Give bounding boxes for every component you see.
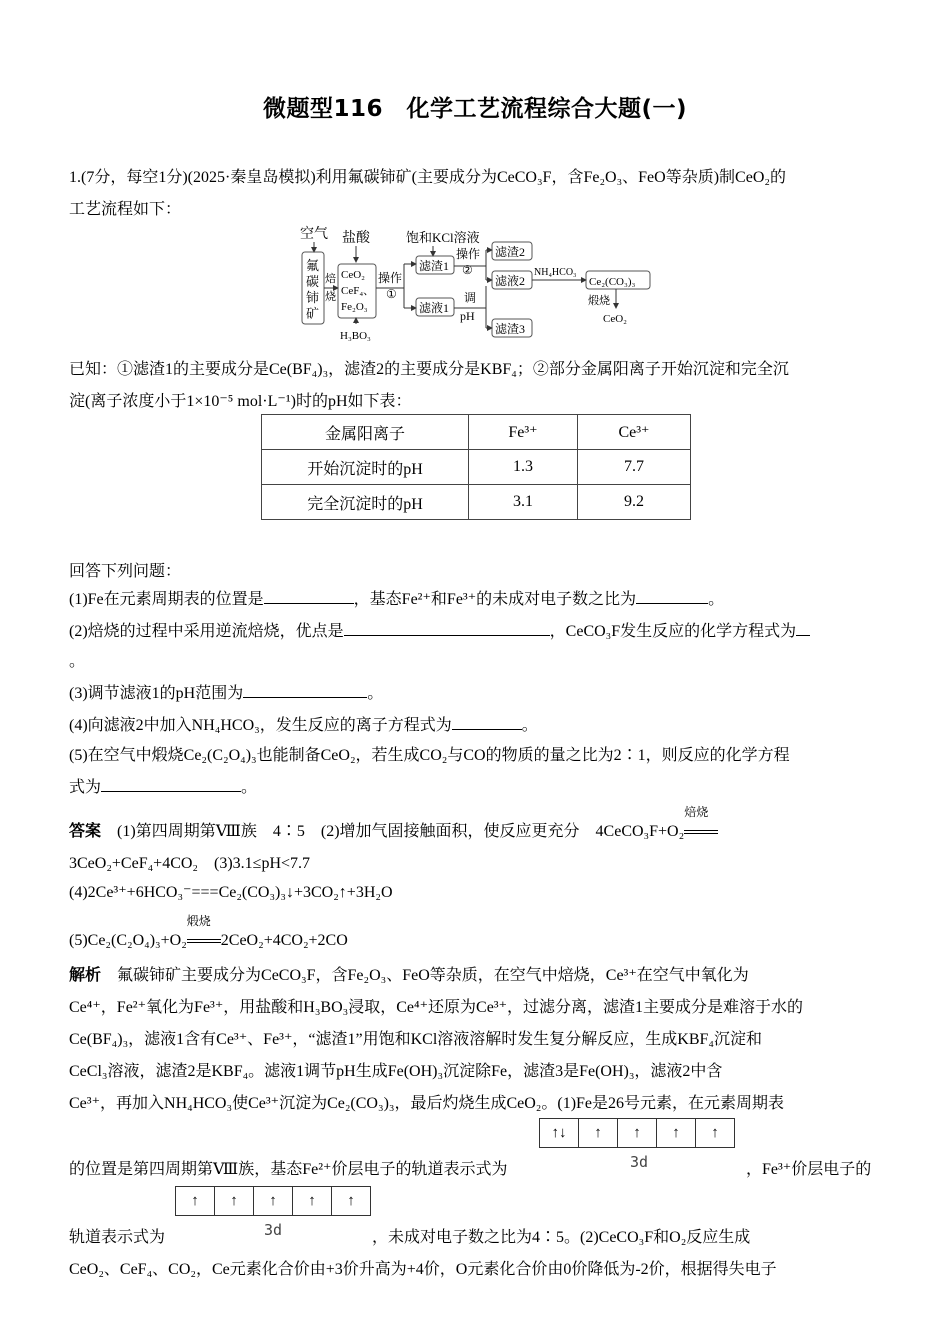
analysis-line-8: CeO₂、CeF₄、CO₂，Ce元素化合价由+3价升高为+4价，O元素化合价由0价降低为-2价，根据得失电子 xyxy=(69,1261,777,1278)
questions-intro: 回答下列问题： xyxy=(69,563,182,580)
q4-text-a: (4)向滤液2中加入NH₄HCO₃，发生反应的离子方程式为 xyxy=(69,717,452,734)
orbital-box: ↑ xyxy=(331,1186,371,1216)
q5-text-c: 。 xyxy=(241,779,258,796)
reaction-condition xyxy=(186,914,221,950)
reaction-condition xyxy=(684,805,718,841)
flow-kcl-label: 饱和KCl溶液 xyxy=(406,230,480,245)
page-title: 微题型116 化学工艺流程综合大题(一) xyxy=(262,96,688,122)
precipitation-ph-table xyxy=(261,414,691,520)
analysis-label: 解析 xyxy=(69,967,102,984)
q3-text-a: (3)调节滤液1的pH范围为 xyxy=(69,685,244,702)
analysis-line-1 xyxy=(69,962,749,985)
flow-adjust-ph-line-1: 调 xyxy=(464,291,477,305)
flow-residue3: 滤渣3 xyxy=(495,322,526,336)
question-part-5: (5)在空气中煅烧Ce₂(C₂O₄)₃也能制备CeO₂，若生成CO₂与CO的物质的量之比为2∶1，则反应的化学方程 xyxy=(69,747,790,764)
fe3-orbital-diagram xyxy=(176,1186,371,1216)
table-cell: 1.3 xyxy=(469,450,578,485)
orbital-box: ↑ xyxy=(175,1186,215,1216)
flow-residue1: 滤渣1 xyxy=(419,259,450,273)
table-cell: 开始沉淀时的pH xyxy=(262,450,469,485)
orbital-box: ↑ xyxy=(617,1118,657,1148)
flow-solid-line-2: CeF₄、 xyxy=(341,285,375,297)
question-part-3 xyxy=(69,680,383,703)
table-row xyxy=(262,485,691,520)
answer-blank[interactable] xyxy=(636,587,708,604)
orbital-label: 3d xyxy=(264,1221,283,1239)
table-cell: 完全沉淀时的pH xyxy=(262,485,469,520)
q2-text-a: (2)焙烧的过程中采用逆流焙烧，优点是 xyxy=(69,623,344,640)
analysis-line-3: Ce(BF₄)₃，滤液1含有Ce³⁺、Fe³⁺，“滤渣1”用饱和KCl溶液溶解时发生复分解反应，生成KBF₄沉淀和 xyxy=(69,1031,762,1048)
answer-text-4b: 2CeO₂+4CO₂+2CO xyxy=(220,932,348,949)
answer-blank[interactable] xyxy=(344,619,550,636)
table-cell: 7.7 xyxy=(578,450,691,485)
flow-air-label: 空气 xyxy=(300,227,328,242)
answer-line-3: (4)2Ce³⁺+6HCO₃⁻===Ce₂(CO₃)₃↓+3CO₂↑+3H₂O xyxy=(69,884,393,901)
question-part-1 xyxy=(69,586,724,609)
orbital-box: ↑ xyxy=(578,1118,618,1148)
analysis-line-2: Ce⁴⁺，Fe²⁺氧化为Fe³⁺，用盐酸和H₃BO₃浸取，Ce⁴⁺还原为Ce³⁺，过滤分离，滤渣1主要成分是难溶于水的 xyxy=(69,999,804,1016)
question-1-line1: 1.(7分，每空1分)(2025·秦皇岛模拟)利用氟碳铈矿(主要成分为CeCO₃F，含Fe₂O₃、FeO等杂质)制CeO₂的 xyxy=(69,169,786,186)
question-1-line2: 工艺流程如下： xyxy=(69,201,182,218)
answer-blank[interactable] xyxy=(264,587,354,604)
flow-op1-line-1: 操作 xyxy=(378,271,403,285)
flow-solid-line-3: Fe₂O₃ xyxy=(341,301,368,313)
table-cell: 3.1 xyxy=(469,485,578,520)
answer-label: 答案 xyxy=(69,823,102,840)
equals-bar xyxy=(187,939,221,943)
table-header: Ce³⁺ xyxy=(578,415,691,450)
analysis-line-6a: 的位置是第四周期第Ⅷ族，基态Fe²⁺价层电子的轨道表示式为 xyxy=(69,1161,508,1178)
analysis-text: 氟碳铈矿主要成分为CeCO₃F，含Fe₂O₃、FeO等杂质，在空气中焙烧，Ce³⁺在空气中氧化为 xyxy=(117,967,749,984)
flow-ce2co33: Ce₂(CO₃)₃ xyxy=(589,276,636,288)
flow-residue2: 滤渣2 xyxy=(495,245,526,259)
q1-text-c: 。 xyxy=(708,591,725,608)
flow-roast-char-1: 焙 xyxy=(325,273,336,285)
equals-bar xyxy=(684,830,718,834)
known-line1: 已知：①滤渣1的主要成分是Ce(BF₄)₃，滤渣2的主要成分是KBF₄；②部分金属阳离子开始沉淀和完全沉 xyxy=(69,361,789,378)
answer-blank[interactable] xyxy=(243,681,367,698)
flow-ore-char-2: 碳 xyxy=(306,274,320,289)
analysis-line-4: CeCl₃溶液，滤渣2是KBF₄。滤液1调节pH生成Fe(OH)₃沉淀除Fe，滤渣3是Fe(OH)₃，滤液2中含 xyxy=(69,1063,723,1080)
analysis-line-6b: ，Fe³⁺价层电子的 xyxy=(746,1161,872,1178)
q4-text-b: 。 xyxy=(521,717,538,734)
question-part-2-end: 。 xyxy=(69,653,86,670)
orbital-box: ↑ xyxy=(695,1118,735,1148)
answer-text-4a: (5)Ce₂(C₂O₄)₃+O₂ xyxy=(69,932,187,949)
process-flow-diagram xyxy=(298,224,658,348)
analysis-line-7b: ，未成对电子数之比为4∶5。(2)CeCO₃F和O₂反应生成 xyxy=(372,1229,751,1246)
table-header: 金属阳离子 xyxy=(262,415,469,450)
flow-roast-char-2: 烧 xyxy=(325,291,336,303)
known-line2: 淀(离子浓度小于1×10⁻⁵ mol·L⁻¹)时的pH如下表： xyxy=(69,393,412,410)
flow-hcl-label: 盐酸 xyxy=(342,231,370,246)
q1-text-a: (1)Fe在元素周期表的位置是 xyxy=(69,591,264,608)
q3-text-b: 。 xyxy=(367,685,384,702)
question-part-2 xyxy=(69,618,810,641)
q5-text-b: 式为 xyxy=(69,779,102,796)
answer-blank[interactable] xyxy=(796,619,810,636)
fe2-orbital-diagram xyxy=(540,1118,735,1148)
flow-ceo2-product: CeO₂ xyxy=(603,313,627,325)
answer-line-1 xyxy=(69,805,718,841)
q1-text-b: ，基态Fe²⁺和Fe³⁺的未成对电子数之比为 xyxy=(353,591,637,608)
answer-text-1: (1)第四周期第Ⅷ族 4∶5 (2)增加气固接触面积，使反应更充分 4CeCO₃F+O₂ xyxy=(117,823,685,840)
flow-op1-line-2: ① xyxy=(386,287,397,301)
flow-op2-line-1: 操作 xyxy=(456,247,481,261)
flow-adjust-ph-line-2: pH xyxy=(460,309,475,323)
answer-blank[interactable] xyxy=(452,713,522,730)
orbital-box: ↑↓ xyxy=(539,1118,579,1148)
flow-h3bo3-label: H₃BO₃ xyxy=(340,330,371,342)
flow-ore-char-4: 矿 xyxy=(306,306,320,321)
answer-blank[interactable] xyxy=(101,775,241,792)
orbital-box: ↑ xyxy=(656,1118,696,1148)
flow-ore-char-3: 铈 xyxy=(306,290,320,305)
answer-line-2: 3CeO₂+CeF₄+4CO₂ (3)3.1≤pH<7.7 xyxy=(69,855,311,872)
orbital-box: ↑ xyxy=(214,1186,254,1216)
orbital-box: ↑ xyxy=(253,1186,293,1216)
condition-text: 煅烧 xyxy=(186,914,211,928)
table-header-row xyxy=(262,415,691,450)
flow-op2-line-2: ② xyxy=(462,263,473,277)
question-part-5-end xyxy=(69,774,257,797)
answer-line-4 xyxy=(69,914,348,950)
table-header: Fe³⁺ xyxy=(469,415,578,450)
flow-solid-line-1: CeO₂ xyxy=(341,269,365,281)
table-cell: 9.2 xyxy=(578,485,691,520)
flow-filtrate2: 滤液2 xyxy=(495,274,526,288)
flow-ore-char-1: 氟 xyxy=(306,258,320,273)
flow-calcine-label: 煅烧 xyxy=(588,295,610,307)
table-row xyxy=(262,450,691,485)
flow-filtrate1: 滤液1 xyxy=(419,301,450,315)
flow-nh4hco3-label: NH₄HCO₃ xyxy=(534,267,577,278)
orbital-label: 3d xyxy=(630,1153,649,1171)
analysis-line-7a: 轨道表示式为 xyxy=(69,1229,166,1246)
condition-text: 焙烧 xyxy=(684,805,709,819)
orbital-box: ↑ xyxy=(292,1186,332,1216)
question-part-4 xyxy=(69,712,538,735)
q2-text-b: ，CeCO₃F发生反应的化学方程式为 xyxy=(549,623,797,640)
analysis-line-5: Ce³⁺，再加入NH₄HCO₃使Ce³⁺沉淀为Ce₂(CO₃)₃，最后灼烧生成CeO₂。(1)Fe是26号元素，在元素周期表 xyxy=(69,1095,785,1112)
